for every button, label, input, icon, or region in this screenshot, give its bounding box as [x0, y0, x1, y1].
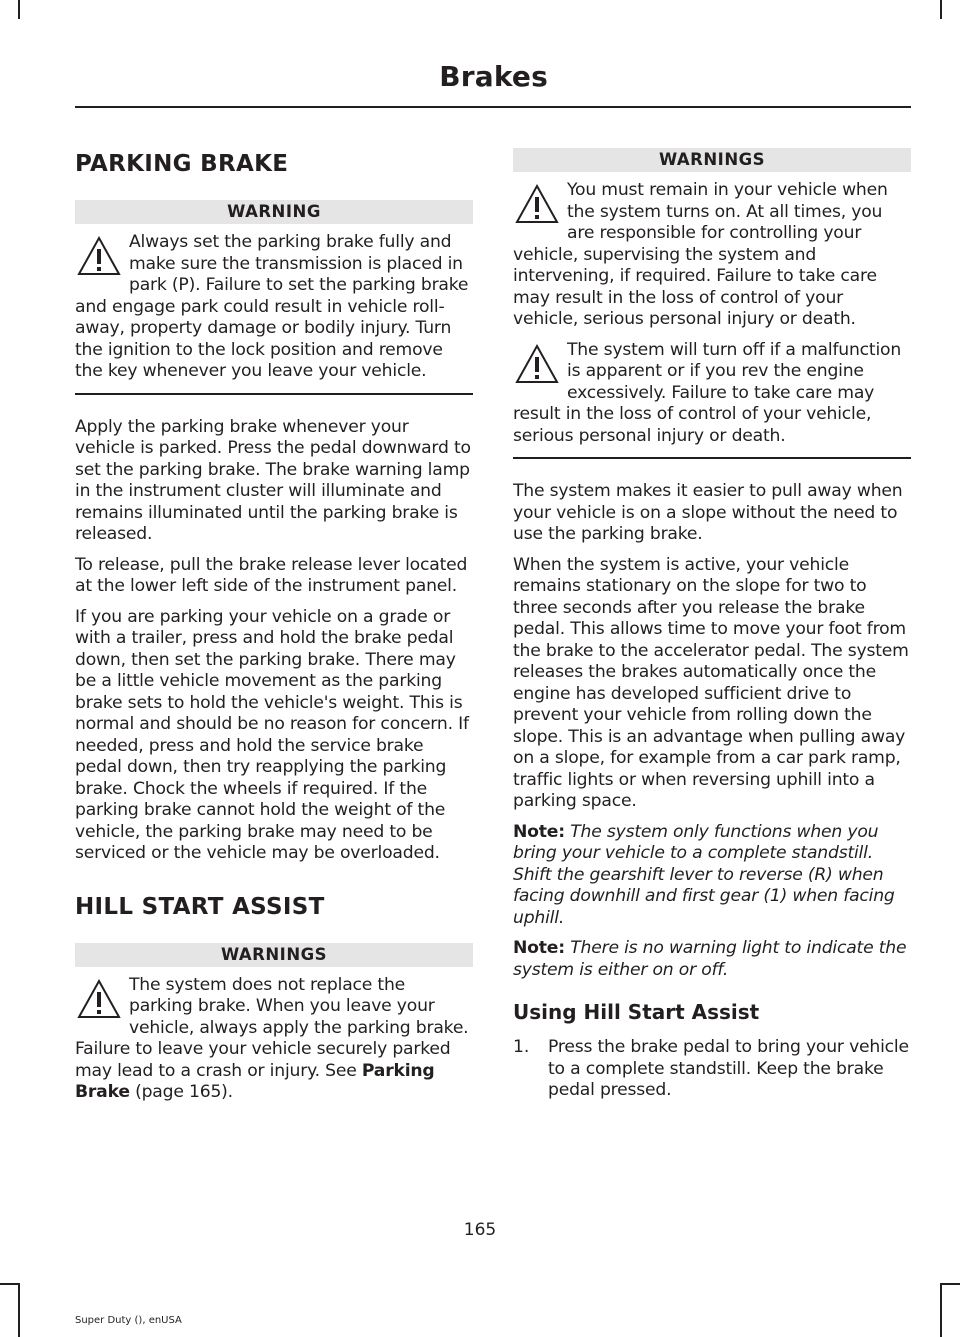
- warning-text: The system will turn off if a malfunction is apparent or if you rev the engine excessively. Failure to take care may result in the loss of control of your vehicle, serious personal injury or death.: [513, 339, 902, 446]
- warning-triangle-icon: [513, 182, 561, 226]
- note-label: Note:: [513, 938, 565, 958]
- warning-box-hill-continued: [513, 148, 911, 459]
- warning-text-body: The system does not replace the parking brake. When you leave your vehicle, always apply the parking brake. Failure to leave your vehicle securely parked may lead to a crash or injury. See: [75, 974, 469, 1081]
- footer-text: Super Duty (), enUSA: [75, 1315, 182, 1326]
- page-reference: (page 165).: [129, 1082, 233, 1102]
- warning-heading: WARNINGS: [75, 943, 473, 967]
- crop-mark: [940, 1283, 960, 1285]
- warning-triangle-icon: [75, 977, 123, 1021]
- paragraph: If you are parking your vehicle on a grade or with a trailer, press and hold the brake pedal down, then set the parking brake. There may be a little vehicle movement as the parking brake sets to hold the vehicle's weight. This is normal and should be no reason for concern. If needed, press and hold the service brake pedal down, then try reapplying the parking brake. Chock the wheels if required. If the parking brake cannot hold the weight of the vehicle, the parking brake may need to be serviced or the vehicle may be overloaded.: [75, 606, 469, 863]
- list-item-text: Press the brake pedal to bring your vehicle to a complete standstill. Keep the brake pedal pressed.: [548, 1037, 909, 1100]
- crop-mark: [940, 1283, 942, 1337]
- warning-heading: WARNING: [75, 200, 473, 224]
- warning-item: [513, 340, 911, 448]
- note: [513, 822, 911, 930]
- warning-box-hill: [75, 943, 473, 1104]
- warning-rule: [513, 457, 911, 459]
- warning-text: Always set the parking brake fully and make sure the transmission is placed in park (P). Failure to set the parking brake and engage park could result in vehicle roll-away, property damage or bodily injury. Turn the ignition to the lock position and remove the key whenever you leave your vehicle.: [75, 232, 469, 381]
- warning-box-parking: [75, 200, 473, 395]
- note: [513, 938, 911, 981]
- list-item: [513, 1037, 911, 1102]
- section-title-hill-start-assist: HILL START ASSIST: [75, 893, 325, 920]
- warning-item: [75, 975, 473, 1104]
- warning-triangle-icon: [75, 234, 123, 278]
- page-header-title: Brakes: [439, 60, 548, 93]
- crop-mark: [940, 0, 942, 19]
- crop-mark: [0, 1283, 20, 1285]
- warning-triangle-icon: [513, 342, 561, 386]
- header-rule: [75, 106, 911, 108]
- parking-brake-link[interactable]: Parking Brake: [75, 1060, 435, 1102]
- section-title-parking-brake: PARKING BRAKE: [75, 151, 289, 177]
- note-label: Note:: [513, 821, 565, 842]
- note-text: The system only functions when you bring your vehicle to a complete standstill. Shift the gearshift lever to reverse (R) when facing downhill and first gear (1) when facing uphill.: [513, 821, 895, 928]
- warning-item: [513, 180, 911, 331]
- page-number: 165: [463, 1220, 497, 1240]
- left-column: [75, 148, 473, 1104]
- warning-rule: [75, 393, 473, 395]
- subsection-title-using-hill-start-assist: Using Hill Start Assist: [513, 1000, 760, 1024]
- paragraph: Apply the parking brake whenever your vehicle is parked. Press the pedal downward to set the parking brake. The brake warning lamp in the instrument cluster will illuminate and remains illuminated until the parking brake is released.: [75, 416, 471, 544]
- right-column: [513, 148, 911, 1102]
- paragraph: To release, pull the brake release lever located at the lower left side of the instrument panel.: [75, 554, 468, 596]
- warning-item: [75, 232, 473, 383]
- paragraph: When the system is active, your vehicle remains stationary on the slope for two to three seconds after you release the brake pedal. This allows time to move your foot from the brake to the accelerator pedal. The system releases the brakes automatically once the engine has developed sufficient drive to prevent your vehicle from rolling down the slope. This is an advantage when pulling away on a slope, for example from a car park ramp, traffic lights or when reversing uphill into a parking space.: [513, 554, 909, 811]
- warning-heading: WARNINGS: [513, 148, 911, 172]
- note-text: There is no warning light to indicate the system is either on or off.: [513, 938, 907, 980]
- warning-text: [75, 975, 473, 1104]
- crop-mark: [18, 0, 20, 19]
- crop-mark: [18, 1283, 20, 1337]
- warning-text: You must remain in your vehicle when the system turns on. At all times, you are responsible for controlling your vehicle, supervising the system and intervening, if required. Failure to take care may result in the loss of control of your vehicle, serious personal injury or death.: [513, 180, 888, 329]
- list-number: 1.: [513, 1037, 530, 1057]
- paragraph: The system makes it easier to pull away when your vehicle is on a slope without the need to use the parking brake.: [513, 481, 903, 544]
